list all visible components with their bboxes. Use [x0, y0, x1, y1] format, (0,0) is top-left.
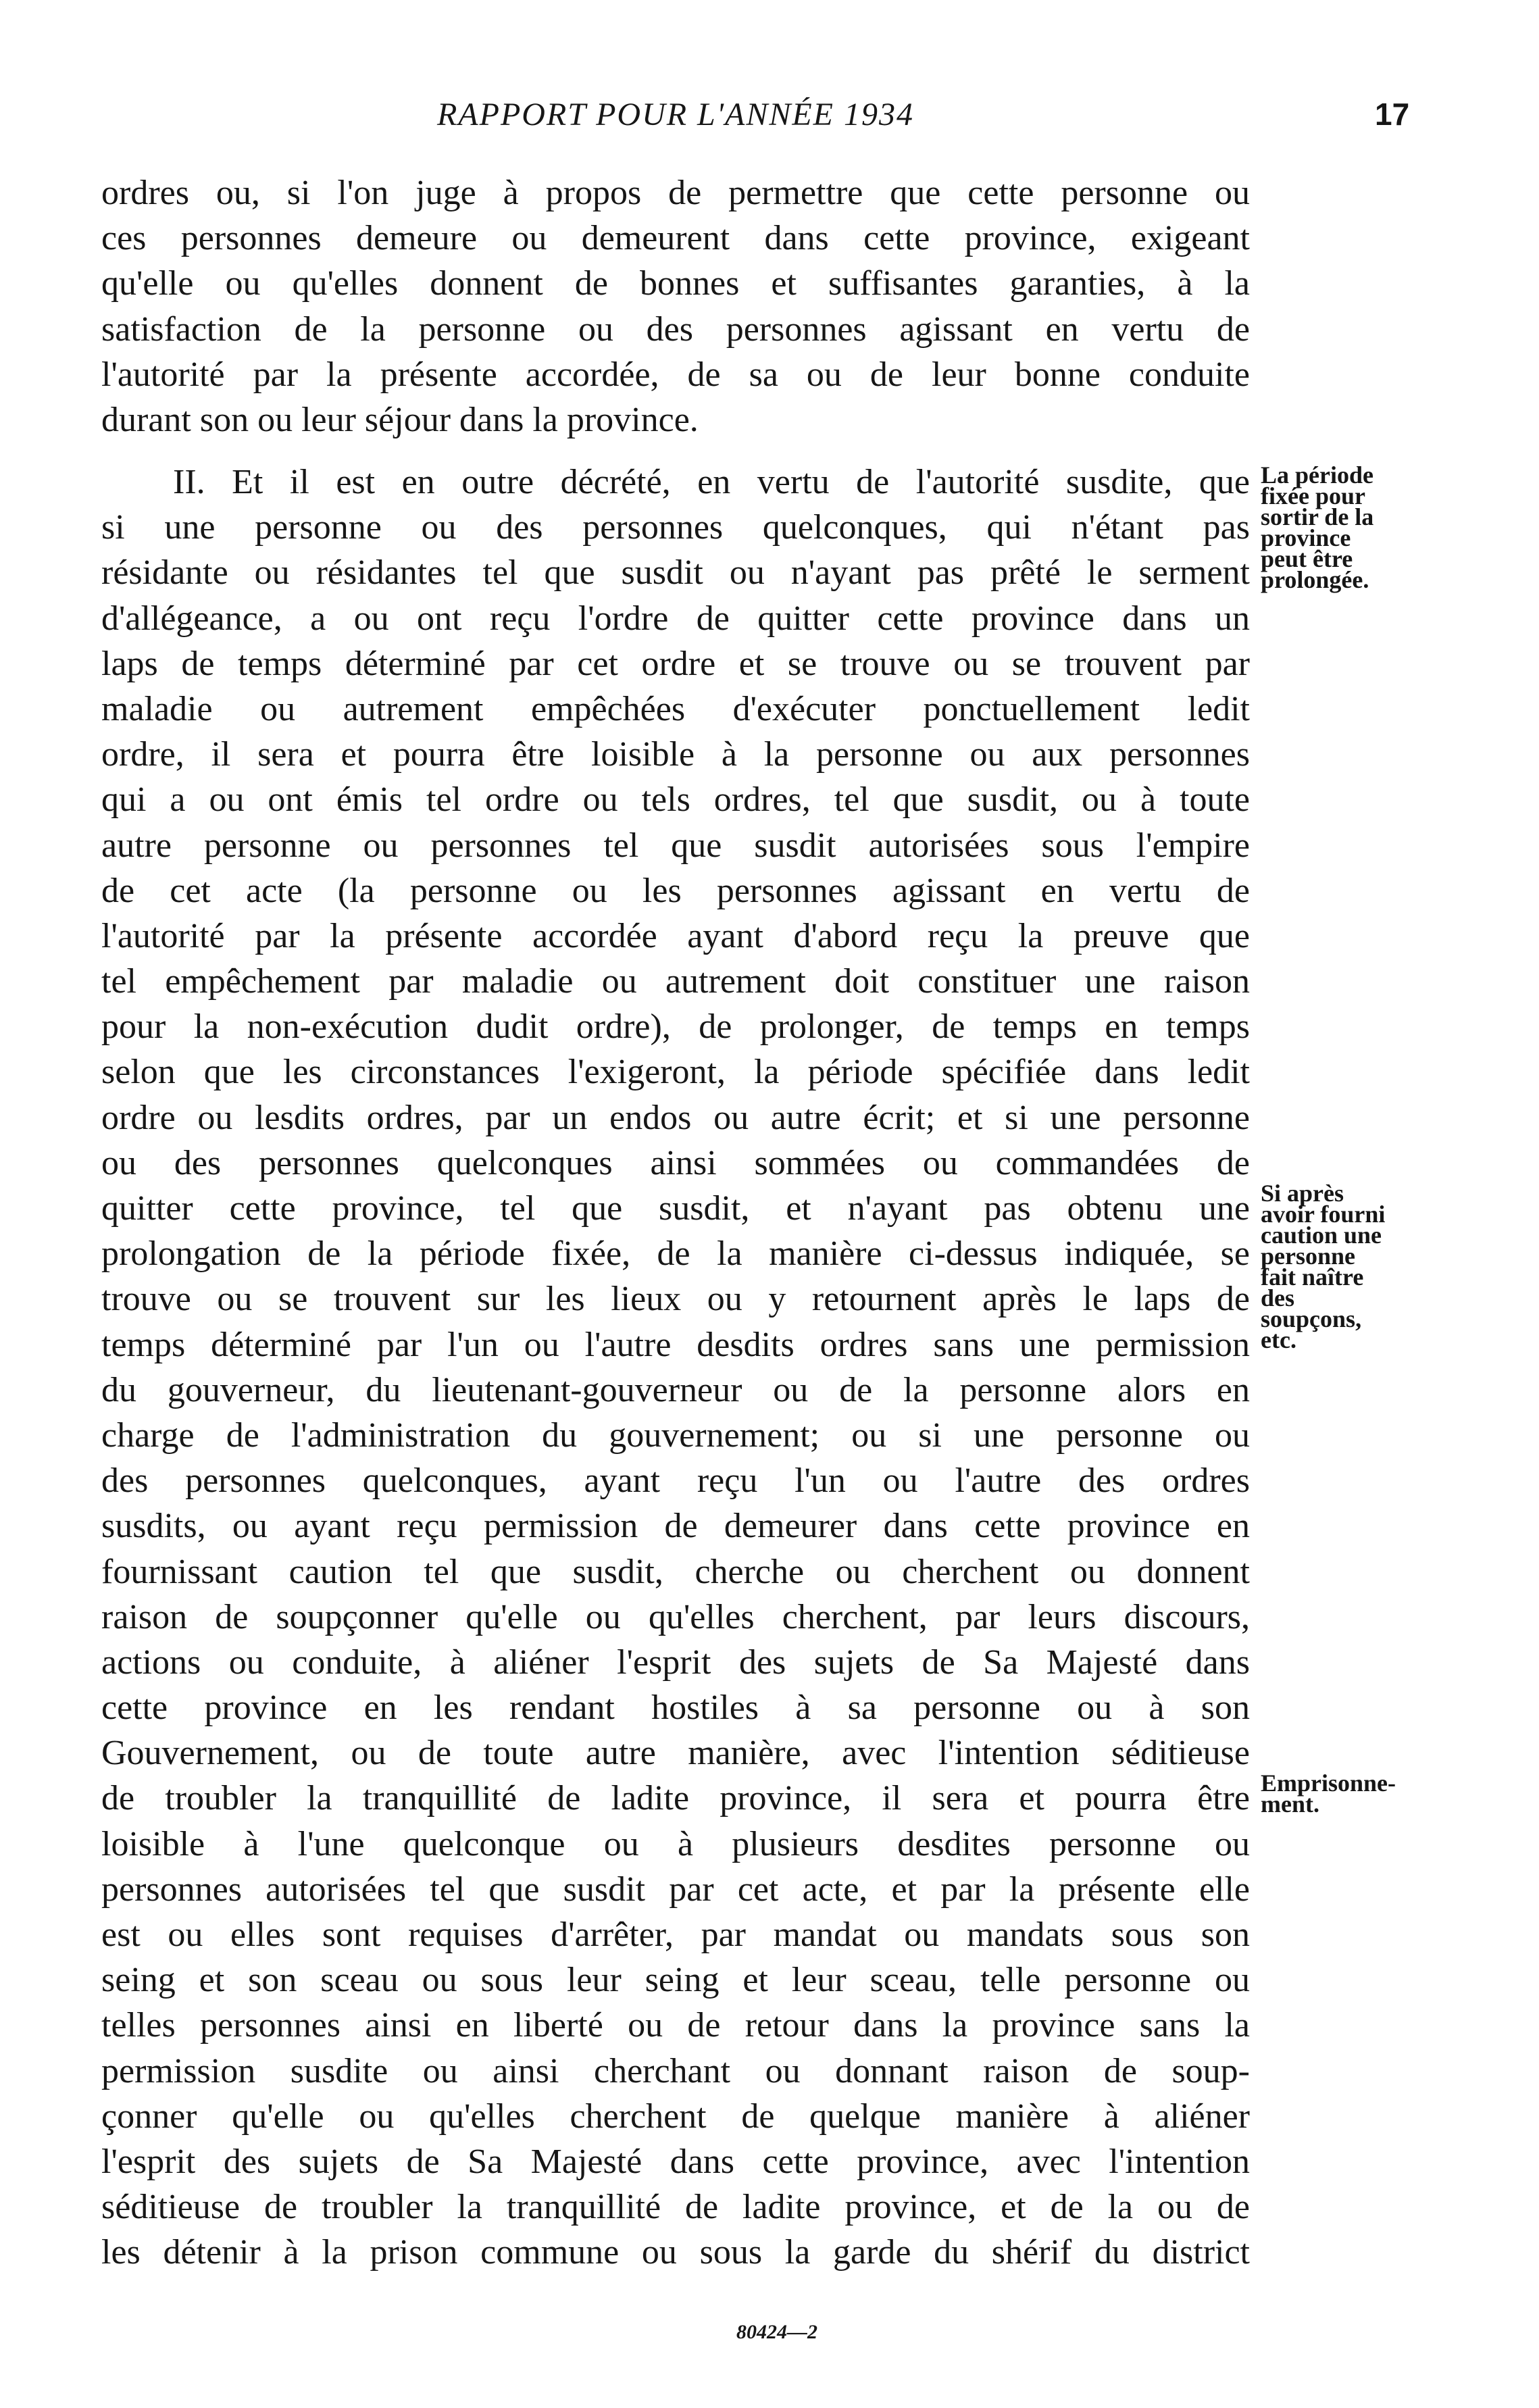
text-line: qu'elle ou qu'elles donnent de bonnes et suffisantes garanties, à la	[101, 264, 1250, 303]
margin-note-line: soupçons,	[1261, 1305, 1362, 1332]
margin-note-imprisonment	[1261, 1770, 1531, 1817]
text-line: qui a ou ont émis tel ordre ou tels ordres, tel que susdit, ou à toute	[101, 780, 1250, 820]
text-line: l'autorité par la présente accordée ayant d'abord reçu la preuve que	[101, 916, 1250, 955]
text-line: susdits, ou ayant reçu permission de demeurer dans cette province en	[101, 1507, 1250, 1546]
margin-note-line: caution une	[1261, 1222, 1382, 1249]
text-line: durant son ou leur séjour dans la province.	[101, 400, 699, 439]
text-line: ordre ou lesdits ordres, par un endos ou autre écrit; et si une personne	[101, 1098, 1250, 1137]
text-line: maladie ou autrement empêchées d'exécuter ponctuellement ledit	[101, 689, 1250, 728]
margin-note-line: etc.	[1261, 1326, 1296, 1353]
margin-note-period-extension	[1261, 461, 1531, 593]
text-line: fournissant caution tel que susdit, cherche ou cherchent ou donnent	[101, 1552, 1250, 1591]
text-line: si une personne ou des personnes quelconques, qui n'étant pas	[101, 508, 1250, 547]
paragraph-section-ii	[101, 459, 1250, 2276]
text-line: les détenir à la prison commune ou sous la garde du shérif du district	[101, 2233, 1250, 2272]
margin-note-line: fait naître	[1261, 1263, 1364, 1290]
margin-note-line: Emprisonne-	[1261, 1770, 1396, 1797]
text-line: loisible à l'une quelconque ou à plusieurs desdites personne ou	[101, 1824, 1250, 1863]
page-number: 17	[1375, 97, 1410, 132]
text-line: est ou elles sont requises d'arrêter, par mandat ou mandats sous son	[101, 1915, 1250, 1954]
text-line: tel empêchement par maladie ou autrement doit constituer une raison	[101, 962, 1250, 1001]
margin-note-suspicion	[1261, 1180, 1531, 1353]
text-line: l'esprit des sujets de Sa Majesté dans cette province, avec l'intention	[101, 2142, 1250, 2181]
text-line: seing et son sceau ou sous leur seing et leur sceau, telle personne ou	[101, 1961, 1250, 2000]
text-line: ou des personnes quelconques ainsi sommées ou commandées de	[101, 1143, 1250, 1182]
text-line: personnes autorisées tel que susdit par cet acte, et par la présente elle	[101, 1870, 1250, 1909]
text-line: ordres ou, si l'on juge à propos de permettre que cette personne ou	[101, 174, 1250, 212]
text-line: permission susdite ou ainsi cherchant ou donnant raison de soup-	[101, 2051, 1250, 2090]
margin-note-line: prolongée.	[1261, 566, 1369, 593]
text-line: çonner qu'elle ou qu'elles cherchent de quelque manière à aliéner	[101, 2097, 1250, 2136]
text-line: temps déterminé par l'un ou l'autre desdits ordres sans une permission	[101, 1325, 1250, 1364]
text-line: de cet acte (la personne ou les personnes agissant en vertu de	[101, 871, 1250, 910]
running-title: RAPPORT POUR L'ANNÉE 1934	[436, 97, 914, 132]
margin-note-line: avoir fourni	[1261, 1201, 1386, 1228]
text-line: d'allégeance, a ou ont reçu l'ordre de quitter cette province dans un	[101, 599, 1250, 638]
text-line: selon que les circonstances l'exigeront, la période spécifiée dans ledit	[101, 1053, 1250, 1092]
printer-signature-mark: 80424—2	[736, 2321, 817, 2343]
margin-note-line: des	[1261, 1284, 1295, 1311]
text-line: pour la non-exécution dudit ordre), de prolonger, de temps en temps	[101, 1007, 1250, 1047]
text-line: laps de temps déterminé par cet ordre et se trouve ou se trouvent par	[101, 644, 1250, 683]
paragraph-continued	[101, 170, 1250, 443]
text-line: telles personnes ainsi en liberté ou de retour dans la province sans la	[101, 2006, 1250, 2045]
margin-note-line: province	[1261, 524, 1351, 551]
text-line: du gouverneur, du lieutenant-gouverneur ou de la personne alors en	[101, 1370, 1250, 1409]
text-line: séditieuse de troubler la tranquillité de ladite province, et de la ou de	[101, 2188, 1250, 2227]
text-line: Gouvernement, ou de toute autre manière, avec l'intention séditieuse	[101, 1734, 1250, 1773]
margin-note-line: La période	[1261, 461, 1373, 488]
margin-note-line: Si après	[1261, 1180, 1344, 1207]
text-line: actions ou conduite, à aliéner l'esprit des sujets de Sa Majesté dans	[101, 1642, 1250, 1682]
text-line: des personnes quelconques, ayant reçu l'un ou l'autre des ordres	[101, 1461, 1250, 1501]
text-line: II. Et il est en outre décrété, en vertu de l'autorité susdite, que	[173, 463, 1250, 501]
text-line: ces personnes demeure ou demeurent dans cette province, exigeant	[101, 219, 1250, 258]
text-line: autre personne ou personnes tel que susdit autorisées sous l'empire	[101, 826, 1250, 865]
text-line: prolongation de la période fixée, de la manière ci-dessus indiquée, se	[101, 1234, 1250, 1274]
margin-note-line: personne	[1261, 1243, 1356, 1270]
text-line: ordre, il sera et pourra être loisible à la personne ou aux personnes	[101, 735, 1250, 774]
margin-note-line: ment.	[1261, 1790, 1319, 1817]
text-line: résidante ou résidantes tel que susdit ou n'ayant pas prêté le serment	[101, 553, 1250, 593]
text-line: cette province en les rendant hostiles à sa personne ou à son	[101, 1688, 1250, 1728]
text-line: l'autorité par la présente accordée, de sa ou de leur bonne conduite	[101, 355, 1250, 394]
margin-note-line: fixée pour	[1261, 482, 1365, 509]
text-line: trouve ou se trouvent sur les lieux ou y retournent après le laps de	[101, 1280, 1250, 1319]
text-line: charge de l'administration du gouvernement; ou si une personne ou	[101, 1415, 1250, 1455]
margin-note-line: sortir de la	[1261, 503, 1374, 530]
text-line: satisfaction de la personne ou des personnes agissant en vertu de	[101, 309, 1250, 349]
text-line: de troubler la tranquillité de ladite province, il sera et pourra être	[101, 1779, 1250, 1818]
text-line: raison de soupçonner qu'elle ou qu'elles cherchent, par leurs discours,	[101, 1597, 1250, 1636]
text-line: quitter cette province, tel que susdit, et n'ayant pas obtenu une	[101, 1189, 1250, 1228]
margin-note-line: peut être	[1261, 545, 1353, 572]
